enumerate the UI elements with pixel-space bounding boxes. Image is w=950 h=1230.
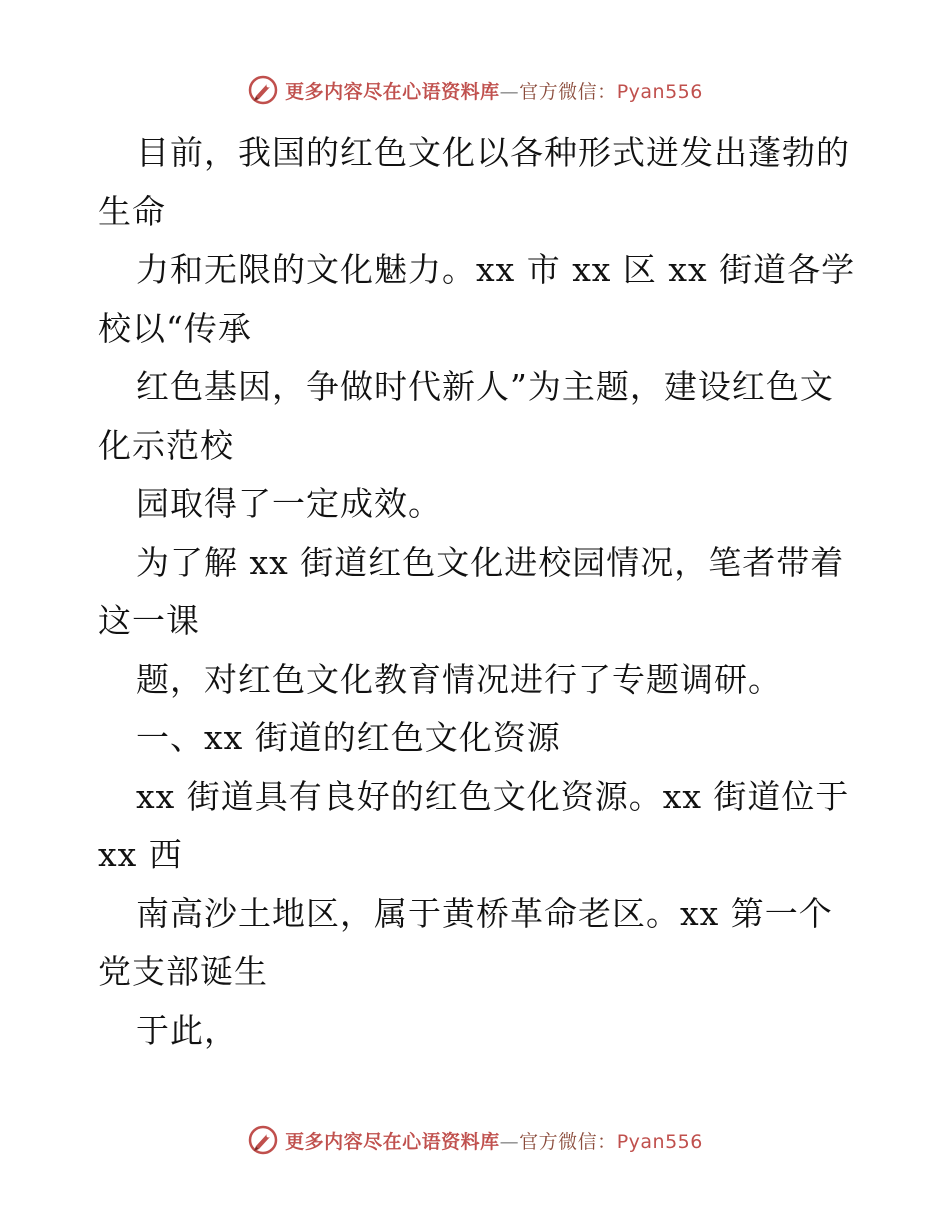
banner-separator: — [499, 1130, 520, 1153]
paragraph-line: 园取得了一定成效。 [136, 484, 442, 523]
footer-banner [0, 1120, 950, 1160]
paragraph-line: 力和无限的文化魅力。xx 市 xx 区 xx 街道各学 [136, 250, 856, 289]
paragraph-line: 红色基因，争做时代新人”为主题，建设红色文 [136, 367, 834, 406]
paragraph-line: 南高沙土地区，属于黄桥革命老区。xx 第一个 [136, 893, 833, 933]
paragraph-line: 化示范校 [98, 425, 234, 465]
paragraph-line: xx 西 [98, 835, 183, 874]
red-quill-logo-icon [247, 1124, 279, 1156]
paragraph-line: 题，对红色文化教育情况进行了专题调研。 [136, 659, 782, 699]
red-quill-logo-icon [247, 74, 279, 106]
header-banner [0, 70, 950, 110]
paragraph-line: 于此， [136, 1010, 238, 1050]
banner-main-text: 更多内容尽在心语资料库 [285, 80, 500, 103]
paragraph-line: 为了解 xx 街道红色文化进校园情况，笔者带着 [136, 542, 845, 582]
banner-wechat-id: Pyan556 [616, 80, 703, 103]
paragraph-line: xx 街道具有良好的红色文化资源。xx 街道位于 [136, 776, 850, 816]
footer-banner-text [285, 1127, 703, 1154]
paragraph-line: 生命 [98, 191, 166, 231]
banner-official-label: 官方微信： [519, 1130, 617, 1153]
paragraph-line: 校以“传承 [98, 308, 252, 348]
paragraph-line: 这一课 [98, 601, 200, 640]
banner-separator: — [499, 80, 520, 103]
paragraph-line: 党支部诞生 [98, 952, 268, 991]
header-banner-text [285, 77, 703, 104]
paragraph-line: 目前，我国的红色文化以各种形式迸发出蓬勃的 [136, 133, 850, 172]
section-heading: 一、xx 街道的红色文化资源 [136, 718, 561, 757]
document-body [98, 124, 858, 1060]
banner-wechat-id: Pyan556 [616, 1130, 703, 1153]
banner-main-text: 更多内容尽在心语资料库 [285, 1130, 500, 1153]
banner-official-label: 官方微信： [519, 80, 617, 103]
